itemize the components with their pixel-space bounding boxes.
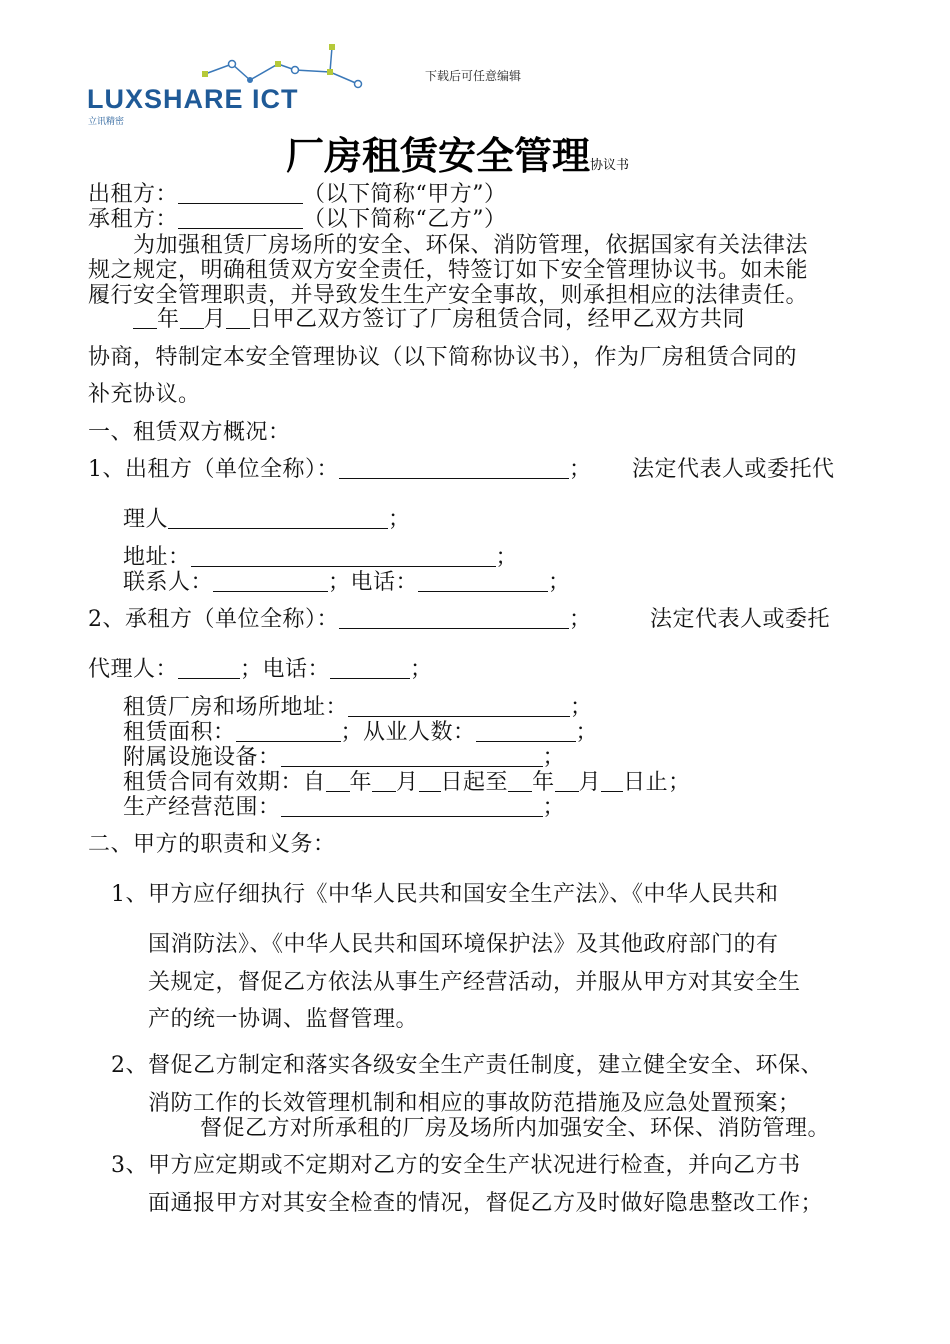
contact-line — [123, 565, 571, 596]
lessee-unit-blank[interactable] — [339, 606, 569, 629]
year-label: 年 — [532, 770, 555, 795]
lessor-rep2-label: 理人 — [123, 507, 169, 532]
scope-label: 生产经营范围： — [123, 795, 281, 820]
item3-line-2: 面通报甲方对其安全检查的情况，督促乙方及时做好隐患整改工作； — [148, 1191, 824, 1216]
lessee-unit-label: 2、承租方（单位全称）： — [88, 607, 339, 632]
lessee-rep-label: 法定代表人或委托 — [650, 607, 831, 632]
lessor-unit-label: 1、出租方（单位全称）： — [88, 457, 339, 482]
semicolon: ； — [388, 507, 411, 532]
phone-blank[interactable] — [418, 569, 548, 592]
staff-blank[interactable] — [476, 719, 576, 742]
lessor-suffix: （以下简称“甲方”） — [303, 182, 507, 207]
date-day-label: 日甲乙双方签订了厂房租赁合同，经甲乙双方共同 — [250, 307, 746, 332]
logo-wordmark: LUXSHARE ICT — [87, 84, 299, 114]
lessor-unit-line — [88, 452, 592, 483]
item2-line-2: 消防工作的长效管理机制和相应的事故防范措施及应急处置预案； — [148, 1091, 801, 1116]
intro-line-5: 协商，特制定本安全管理协议（以下简称协议书），作为厂房租赁合同的 — [88, 345, 798, 370]
document-title — [286, 125, 629, 180]
semicolon: ； — [240, 657, 263, 682]
month-label: 月 — [396, 770, 419, 795]
phone-label: 电话： — [350, 570, 419, 595]
date-day-blank[interactable] — [226, 306, 250, 329]
item1-line-2: 国消防法》、《中华人民共和国环境保护法》及其他政府部门的有 — [148, 932, 779, 957]
area-label: 租赁面积： — [123, 720, 236, 745]
facilities-blank[interactable] — [281, 744, 543, 767]
item1-line-1: 1、甲方应仔细执行《中华人民共和国安全生产法》、《中华人民共和 — [111, 882, 779, 907]
intro-line-3: 履行安全管理职责，并导致发生生产安全事故，则承担相应的法律责任。 — [88, 283, 809, 308]
lessor-label: 出租方： — [88, 182, 179, 207]
date-year-blank[interactable] — [133, 306, 157, 329]
lessor-blank[interactable] — [178, 181, 303, 204]
section1-heading: 一、租赁双方概况： — [88, 420, 291, 445]
semicolon: ； — [410, 657, 433, 682]
address-blank[interactable] — [191, 544, 496, 567]
semicolon: ； — [495, 545, 519, 570]
item3-line-1: 3、甲方应定期或不定期对乙方的安全生产状况进行检查，并向乙方书 — [111, 1153, 801, 1178]
lessee-rep-blank[interactable] — [178, 656, 240, 679]
lessee-label: 承租方： — [88, 207, 179, 232]
date-month-label: 月 — [203, 307, 227, 332]
end-day-blank[interactable] — [601, 769, 623, 792]
semicolon: ； — [542, 745, 566, 770]
lessee-unit-line — [88, 602, 592, 633]
semicolon: ； — [569, 607, 592, 632]
lessor-rep-blank[interactable] — [168, 506, 388, 529]
semicolon: ； — [570, 695, 593, 720]
start-month-blank[interactable] — [372, 769, 396, 792]
date-month-blank[interactable] — [180, 306, 204, 329]
semicolon: ； — [340, 720, 364, 745]
month-label: 月 — [578, 770, 602, 795]
semicolon: ； — [575, 720, 599, 745]
item1-line-3: 关规定，督促乙方依法从事生产经营活动，并服从甲方对其安全生 — [148, 970, 801, 995]
item2-line-3: 督促乙方对所承租的厂房及场所内加强安全、环保、消防管理。 — [200, 1116, 831, 1141]
end-year-blank[interactable] — [508, 769, 532, 792]
semicolon: ； — [542, 795, 566, 820]
day-to-label: 日止； — [623, 770, 691, 795]
intro-line-6: 补充协议。 — [88, 382, 201, 407]
lessor-rep-label: 法定代表人或委托代 — [632, 457, 835, 482]
semicolon: ； — [328, 570, 351, 595]
lessee-suffix: （以下简称“乙方”） — [303, 207, 507, 232]
lessee-phone-label: 电话： — [262, 657, 331, 682]
facilities-label: 附属设施设备： — [123, 745, 281, 770]
site-address-label: 租赁厂房和场所地址： — [123, 695, 349, 720]
staff-label: 从业人数： — [363, 720, 476, 745]
title-suffix: 协议书 — [590, 158, 630, 173]
year-label: 年 — [349, 770, 373, 795]
lessee-rep-line — [88, 652, 433, 683]
date-year-label: 年 — [157, 307, 180, 332]
download-note: 下载后可任意编辑 — [425, 69, 522, 83]
item1-line-4: 产的统一协调、监督管理。 — [148, 1007, 419, 1032]
lessor-unit-blank[interactable] — [339, 456, 569, 479]
scope-line — [123, 790, 565, 821]
validity-label: 租赁合同有效期：自 — [123, 770, 326, 795]
lessor-rep-line — [123, 502, 411, 533]
section2-heading: 二、甲方的职责和义务： — [88, 832, 336, 857]
day-from-label: 日起至 — [440, 770, 509, 795]
scope-blank[interactable] — [281, 794, 543, 817]
lessee-phone-blank[interactable] — [330, 656, 410, 679]
contact-blank[interactable] — [213, 569, 328, 592]
start-year-blank[interactable] — [326, 769, 350, 792]
address-label: 地址： — [123, 545, 191, 570]
area-blank[interactable] — [236, 719, 341, 742]
semicolon: ； — [569, 457, 592, 482]
intro-date-line — [133, 302, 745, 333]
item2-line-1: 2、督促乙方制定和落实各级安全生产责任制度，建立健全安全、环保、 — [111, 1053, 823, 1078]
logo-subtitle: 立讯精密 — [88, 117, 125, 127]
lessee-blank[interactable] — [178, 206, 303, 229]
end-month-blank[interactable] — [555, 769, 579, 792]
start-day-blank[interactable] — [419, 769, 441, 792]
semicolon: ； — [548, 570, 571, 595]
contact-label: 联系人： — [123, 570, 214, 595]
site-address-blank[interactable] — [348, 694, 570, 717]
title-main: 厂房租赁安全管理 — [286, 134, 591, 178]
intro-line-1: 为加强租赁厂房场所的安全、环保、消防管理，依据国家有关法律法 — [133, 233, 809, 258]
intro-line-2: 规之规定，明确租赁双方安全责任，特签订如下安全管理协议书。如未能 — [88, 258, 809, 283]
lessee-rep2-label: 代理人： — [88, 657, 179, 682]
